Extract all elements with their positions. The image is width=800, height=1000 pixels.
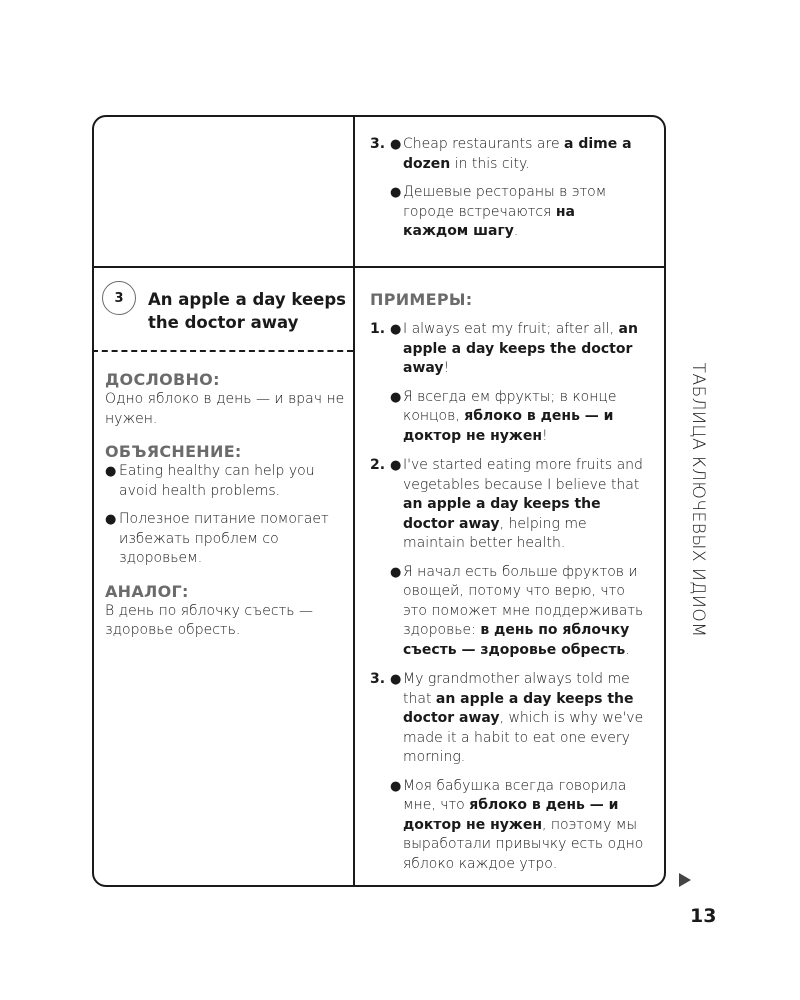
example-en (370, 320, 652, 379)
example-ru-text (403, 777, 652, 875)
explanation-item-text: Eating healthy can help you avoid health problems. (119, 463, 315, 499)
example-number: 2. (370, 457, 386, 473)
text-segment: ! (542, 427, 548, 444)
text-segment: Я всегда ем фрукты; в конце концов, (403, 388, 617, 424)
example-ru (390, 388, 652, 447)
text-segment: in this city. (450, 155, 530, 172)
text-segment: ! (443, 360, 450, 376)
text-segment: Cheap restaurants are (403, 136, 565, 152)
text-segment: Дешевые рестораны в этом городе встречаются (403, 184, 607, 220)
example-en-text (403, 135, 635, 174)
idiom-highlight: на каждом шагу (403, 203, 575, 239)
explanation-item (105, 462, 345, 501)
top-example-ru (390, 183, 635, 242)
text-segment: Я начал есть больше фруктов и овощей, потому что верю, что это поможет мне поддерживать здоровье: (403, 563, 644, 638)
bullet-dot-icon: ● (105, 512, 117, 527)
side-section-label: ТАБЛИЦА КЛЮЧЕВЫХ ИДИОМ (688, 362, 708, 638)
explanation-item-text: Полезное питание помогает избежать проблем со здоровьем. (119, 511, 329, 566)
example-ru (390, 563, 652, 661)
bullet-dot-icon: ● (390, 672, 402, 687)
text-segment: , поэтому мы выработали привычку есть одно яблоко каждое утро. (403, 816, 644, 872)
text-segment: My grandmother always told me that (403, 671, 630, 707)
bullet-dot-icon: ● (390, 778, 402, 794)
example-item (370, 670, 652, 874)
literal-heading: ДОСЛОВНО: (105, 370, 220, 389)
example-en-text (403, 670, 652, 768)
example-ru-text (403, 388, 652, 447)
literal-text: Одно яблоко в день — и врач не нужен. (105, 391, 345, 427)
title-dashed-divider (92, 350, 353, 352)
idiom-highlight: a dime a dozen (403, 136, 632, 172)
example-number: 3. (370, 136, 386, 152)
idiom-title: An apple a day keeps the doctor away (148, 290, 346, 332)
bullet-dot-icon: ● (390, 564, 402, 580)
explanation-item (105, 510, 345, 569)
idiom-highlight: яблоко в день — и доктор не нужен (403, 797, 619, 833)
idiom-details (105, 370, 345, 641)
top-example (370, 135, 635, 242)
example-en (370, 456, 652, 554)
examples-heading: ПРИМЕРЫ: (370, 290, 473, 309)
top-example-en (370, 135, 635, 174)
example-number: 3. (370, 671, 386, 687)
idiom-highlight: в день по яблочку съесть — здоровье обресть (403, 622, 630, 658)
text-segment: . (625, 641, 630, 658)
text-segment: Моя бабушка всегда говорила мне, что (403, 777, 627, 813)
column-divider (353, 115, 355, 887)
page-number: 13 (690, 905, 717, 927)
example-en (370, 670, 652, 768)
idiom-highlight: an apple a day keeps the doctor away (403, 321, 638, 376)
example-ru-text (403, 183, 635, 242)
example-en-text (403, 456, 652, 554)
text-segment: I've started eating more fruits and vegetables because I believe that (403, 457, 643, 493)
bullet-dot-icon: ● (390, 458, 402, 473)
analog-text: В день по яблочку съесть — здоровье обресть. (105, 602, 313, 638)
idiom-highlight: яблоко в день — и доктор не нужен (403, 408, 614, 444)
examples-section (370, 290, 652, 874)
example-en-text (403, 320, 652, 379)
row-divider (92, 266, 666, 268)
example-number: 1. (370, 321, 386, 337)
analog-heading: АНАЛОГ: (105, 581, 189, 601)
explanation-heading: ОБЪЯСНЕНИЕ: (105, 442, 242, 461)
bullet-dot-icon: ● (390, 137, 402, 152)
text-segment: I always eat my fruit; after all, (403, 321, 619, 337)
text-segment: . (513, 223, 519, 239)
idiom-highlight: an apple a day keeps the doctor away (403, 496, 601, 532)
bullet-dot-icon: ● (105, 464, 117, 479)
bullet-dot-icon: ● (390, 185, 402, 200)
triangle-right-icon (679, 873, 691, 887)
text-segment: , helping me maintain better health. (403, 515, 587, 551)
example-item (370, 456, 652, 660)
idiom-highlight: an apple a day keeps the doctor away (403, 690, 634, 726)
idiom-number-badge: 3 (102, 281, 136, 315)
bullet-dot-icon: ● (390, 322, 402, 337)
text-segment: , which is why we've made it a habit to eat one every morning. (403, 710, 644, 765)
example-item (370, 320, 652, 446)
example-ru (390, 777, 652, 875)
bullet-dot-icon: ● (390, 389, 402, 405)
example-ru-text (403, 563, 652, 661)
